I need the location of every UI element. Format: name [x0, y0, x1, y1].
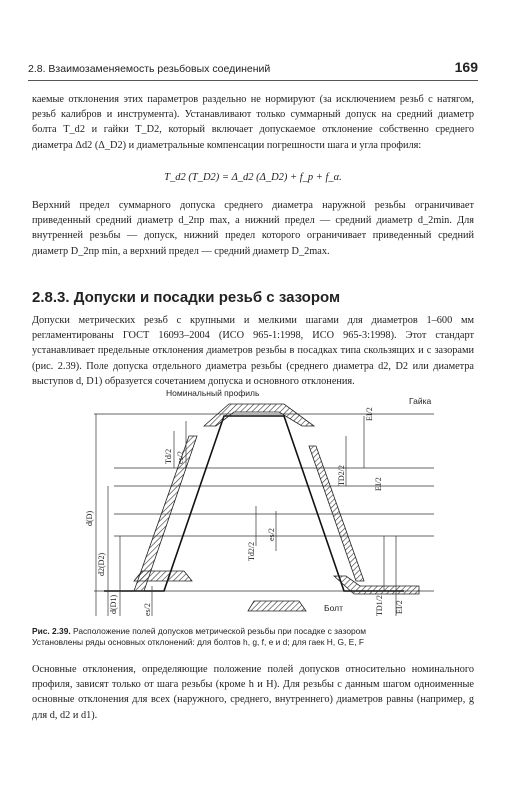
label-td22-upper: TD2/2 [337, 465, 346, 486]
nut-tolerance-field [204, 404, 314, 426]
caption-text: Расположение полей допусков метрической резьбы при посадке с зазором [73, 626, 367, 636]
label-es2-a: es/2 [176, 451, 185, 464]
formula: T_d2 (T_D2) = Δ_d2 (Δ_D2) + f_p + f_α. [164, 172, 342, 183]
thread-diagram [34, 386, 468, 622]
label-ei2-c: EI/2 [395, 600, 404, 614]
paragraph-4: Основные отклонения, определяющие положение полей допусков относительно номинального профиля, зависят только от шага резьбы (кроме h и H). Для резьбы с данным шагом одноименные основные отклонения для всех (наружного, среднего, внутреннего) диаметров равны (например, g для d, d2 и d1). [32, 664, 474, 721]
section-heading: 2.8.3. Допуски и посадки резьб с зазором [32, 289, 341, 306]
caption-line-2: Установлены ряды основных отклонений: для болтов h, g, f, e и d; для гаек H, G, E, F [32, 637, 365, 647]
caption-label: Рис. 2.39. [32, 626, 71, 636]
label-nominal-profile: Номинальный профиль [166, 388, 260, 398]
label-d1-D1: d(D1) [109, 594, 118, 614]
paragraph-3: Допуски метрических резьб с крупными и мелкими шагами для диаметров 1–600 мм регламентированы ГОСТ 16093–2004 (ИСО 965-1:1998, ИСО 965-3:1998). Этот стандарт устанавливает предельные отклонения диаметров резьбы в посадках типа скользящих и с зазорами (рис. 2.39). Поле допуска отдельного диаметра резьбы (среднего диаметра d2, D2 или диаметра выступов d, D1) образуется сочетанием допуска и основного отклонения. [32, 315, 474, 387]
label-es2-b: es/2 [267, 528, 276, 541]
label-nut: Гайка [409, 396, 432, 406]
label-ei2-a: EI/2 [365, 407, 374, 421]
header-rule [28, 80, 478, 81]
page-number: 169 [454, 59, 478, 75]
figure-thread-tolerances [34, 386, 468, 622]
chapter-title: 2.8. Взаимозаменяемость резьбовых соединений [28, 63, 271, 75]
label-d2-D2: d2(D2) [97, 552, 106, 576]
bolt-root-field-mid [248, 601, 306, 611]
label-es2-c: es/2 [143, 603, 152, 616]
label-d-D: d(D) [85, 510, 94, 526]
paragraph-2: Верхний предел суммарного допуска среднего диаметра наружной резьбы ограничивает приведенный средний диаметр d_2пр max, а нижний предел — средний диаметр d_2min. Для внутренней резьбы — допуск, нижний предел которого ограничивает приведенный средний диаметр D_2пр min, а верхний предел — средний диаметр D_2max. [32, 200, 474, 257]
bolt-root-field [134, 571, 192, 581]
figure-caption [32, 626, 474, 648]
label-bolt: Болт [324, 603, 343, 613]
label-td2-mid: Td2/2 [247, 541, 256, 561]
label-td12: TD1/2 [375, 595, 384, 616]
paragraph-1: каемые отклонения этих параметров раздельно не нормируют (за исключением резьб с натягом, резьб калибров и инструмента). Устанавливают только суммарный допуск на средний диаметр болта T_d2 и гайки T_D2, который включает допускаемое отклонение собственно среднего диаметра Δd2 (Δ_D2) и диаметральные компенсации погрешности шага и угла профиля: [32, 94, 474, 151]
label-ei2-b: EI/2 [374, 477, 383, 491]
label-td2: Td/2 [164, 448, 173, 464]
